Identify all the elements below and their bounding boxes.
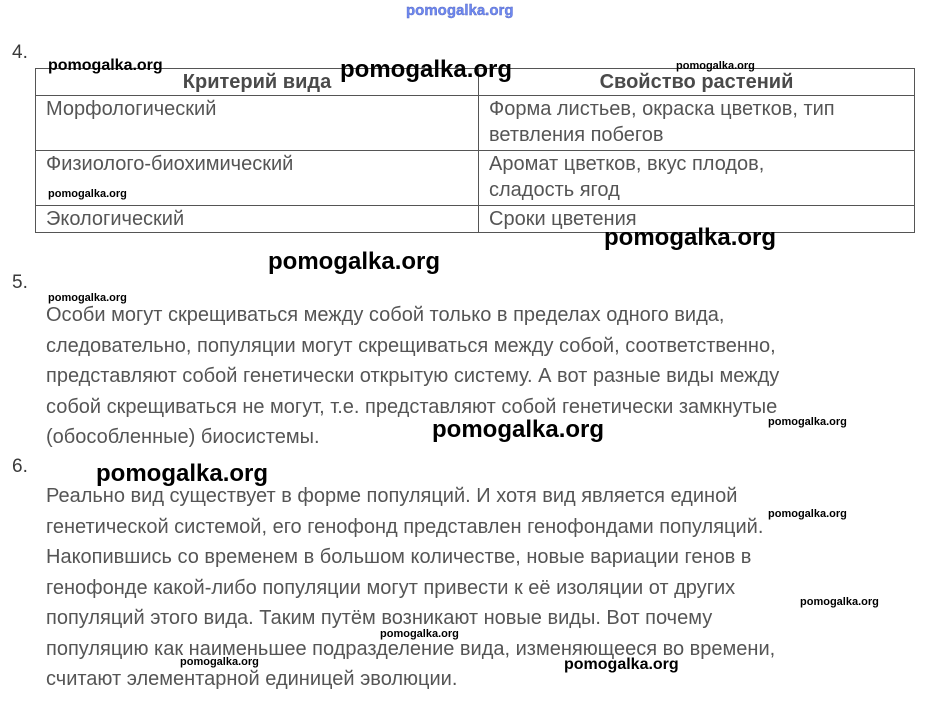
table-row <box>36 96 915 151</box>
task-number-5: 5. <box>12 272 28 293</box>
task-number-4: 4. <box>12 42 28 63</box>
table-row <box>36 151 915 206</box>
paragraph-line: популяцию как наименьшее подразделение вида, изменяющееся во времени, <box>46 637 776 660</box>
cell-property-line: ветвления побегов <box>489 124 664 146</box>
cell-property-line: Сроки цветения <box>489 208 637 230</box>
watermark-top: pomogalka.org <box>406 2 514 19</box>
watermark: pomogalka.org <box>268 248 441 275</box>
cell-property-line: Форма листьев, окраска цветков, тип <box>489 98 835 120</box>
watermark: pomogalka.org <box>564 656 679 673</box>
watermark: pomogalka.org <box>800 596 879 608</box>
header-criterion: Критерий вида <box>36 69 479 96</box>
table-row <box>36 206 915 233</box>
paragraph-line: популяций этого вида. Таким путём возникают новые виды. Вот почему <box>46 607 713 629</box>
paragraph-line: собой скрещиваться не могут, т.е. представляют собой генетически замкнутые <box>46 395 778 418</box>
cell-property-line: Аромат цветков, вкус плодов, <box>489 153 765 175</box>
watermark: pomogalka.org <box>340 56 513 83</box>
watermark: pomogalka.org <box>48 57 163 74</box>
cell-criterion: Физиолого-биохимический <box>36 151 479 206</box>
watermark: pomogalka.org <box>48 188 127 200</box>
header-property: Свойство растений <box>479 69 915 96</box>
cell-property <box>479 96 915 151</box>
watermark: pomogalka.org <box>48 292 127 304</box>
paragraph-line: Реально вид существует в форме популяций. И хотя вид является единой <box>46 485 738 507</box>
paragraph-line: генофонде какой-либо популяции могут привести к её изоляции от других <box>46 576 736 599</box>
paragraph-line: Особи могут скрещиваться между собой только в пределах одного вида, <box>46 304 725 326</box>
paragraph-line: Накопившись со временем в большом количестве, новые вариации генов в <box>46 546 752 568</box>
cell-property-line: сладость ягод <box>489 179 620 201</box>
cell-property <box>479 151 915 206</box>
watermark: pomogalka.org <box>768 416 847 428</box>
paragraph-line: считают элементарной единицей эволюции. <box>46 668 458 690</box>
watermark: pomogalka.org <box>96 460 269 487</box>
paragraph-line: следовательно, популяции могут скрещиваться между собой, соответственно, <box>46 334 776 357</box>
cell-criterion: Экологический <box>36 206 479 233</box>
watermark: pomogalka.org <box>676 60 755 72</box>
watermark: pomogalka.org <box>380 628 459 640</box>
watermark: pomogalka.org <box>768 508 847 520</box>
paragraph-line: генетической системой, его генофонд представлен генофондами популяций. <box>46 515 764 538</box>
cell-criterion: Морфологический <box>36 96 479 151</box>
watermark: pomogalka.org <box>180 656 259 668</box>
watermark: pomogalka.org <box>604 224 777 251</box>
watermark: pomogalka.org <box>432 416 605 443</box>
paragraph-line: представляют собой генетически открытую систему. А вот разные виды между <box>46 365 780 387</box>
task-number-6: 6. <box>12 456 28 477</box>
criteria-table <box>35 68 915 233</box>
paragraph-line: (обособленные) биосистемы. <box>46 426 320 448</box>
